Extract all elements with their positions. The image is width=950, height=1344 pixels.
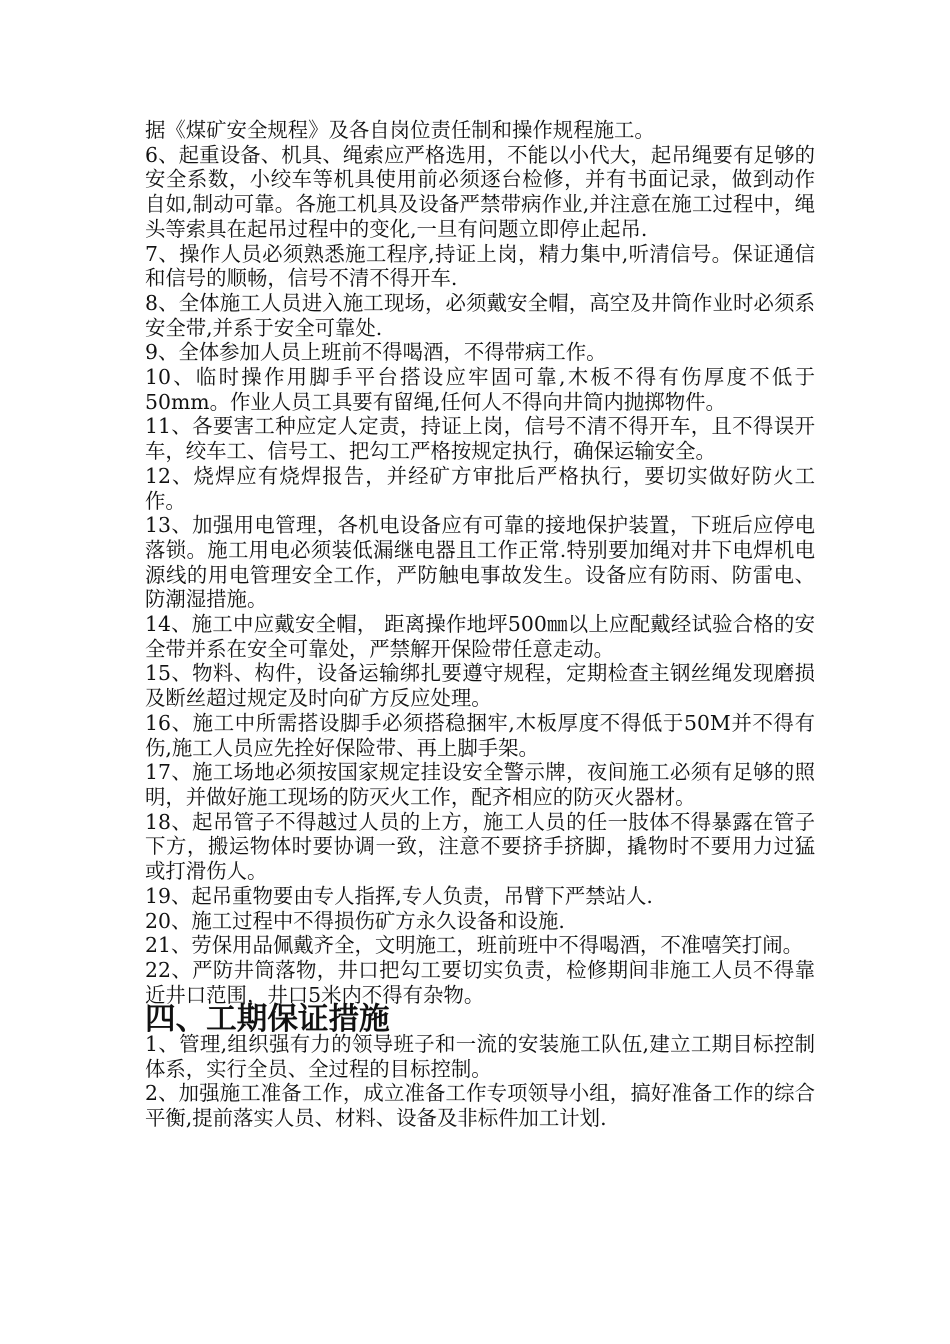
paragraph-item-18: 18、起吊管子不得越过人员的上方，施工人员的任一肢体不得暴露在管子下方，搬运物体时要协调一致，注意不要挤手挤脚，撬物时不要用力过猛或打滑伤人。 — [145, 809, 815, 884]
paragraph-schedule-1: 1、管理,组织强有力的领导班子和一流的安装施工队伍,建立工期目标控制体系，实行全员、全过程的目标控制。 — [145, 1032, 815, 1081]
paragraph-item-21: 21、劳保用品佩戴齐全，文明施工，班前班中不得喝酒，不准嘻笑打闹。 — [145, 933, 804, 958]
paragraph-intro: 据《煤矿安全规程》及各自岗位责任制和操作规程施工。 — [145, 118, 655, 142]
paragraph-item-9: 9、全体参加人员上班前不得喝酒，不得带病工作。 — [145, 340, 607, 365]
paragraph-item-7: 7、操作人员必须熟悉施工程序,持证上岗，精力集中,听清信号。保证通信和信号的顺畅，信号不清不得开车. — [145, 241, 815, 291]
paragraph-item-15: 15、物料、构件，设备运输绑扎要遵守规程，定期检查主钢丝绳发现磨损及断丝超过规定及时向矿方反应处理。 — [145, 661, 815, 711]
paragraph-item-12: 12、烧焊应有烧焊报告，并经矿方审批后严格执行，要切实做好防火工作。 — [145, 463, 815, 513]
paragraph-item-19: 19、起吊重物要由专人指挥,专人负责，吊臂下严禁站人. — [145, 883, 653, 908]
paragraph-item-8: 8、全体施工人员进入施工现场，必须戴安全帽，高空及井筒作业时必须系安全带,并系于安全可靠处. — [145, 290, 815, 340]
paragraph-item-17: 17、施工场地必须按国家规定挂设安全警示牌，夜间施工必须有足够的照明，并做好施工现场的防灭火工作，配齐相应的防灭火器材。 — [145, 760, 815, 809]
paragraph-item-20: 20、施工过程中不得损伤矿方永久设备和设施. — [145, 908, 565, 933]
paragraph-item-10: 10、临时操作用脚手平台搭设应牢固可靠,木板不得有伤厚度不低于50mm。作业人员工具要有留绳,任何人不得向井筒内抛掷物件。 — [145, 365, 815, 414]
section-heading: 四、工期保证措施 — [145, 1001, 390, 1038]
paragraph-item-13: 13、加强用电管理，各机电设备应有可靠的接地保护装置，下班后应停电落锁。施工用电必须装低漏继电器且工作正常.特别要加绳对井下电焊机电源线的用电管理安全工作，严防触电事故发生。设备应有防雨、防雷电、防潮湿措施。 — [145, 513, 815, 612]
paragraph-item-11: 11、各要害工种应定人定责，持证上岗，信号不清不得开车，且不得误开车，绞车工、信号工、把勾工严格按规定执行，确保运输安全。 — [145, 414, 815, 464]
document-page — [145, 118, 815, 1131]
paragraph-item-22: 22、严防井筒落物，井口把勾工要切实负责，检修期间非施工人员不得靠近井口范围，井口5米内不得有杂物。 — [145, 957, 815, 1007]
paragraph-item-14: 14、施工中应戴安全帽， 距离操作地坪500㎜以上应配戴经试验合格的安全带并系在安全可靠处，严禁解开保险带任意走动。 — [145, 612, 815, 661]
paragraph-item-6: 6、起重设备、机具、绳索应严格选用，不能以小代大，起吊绳要有足够的安全系数，小绞车等机具使用前必须逐台检修，并有书面记录，做到动作自如,制动可靠。各施工机具及设备严禁带病作业,并注意在施工过程中，绳头等索具在起吊过程中的变化,一旦有问题立即停止起吊. — [145, 142, 815, 241]
paragraph-schedule-2: 2、加强施工准备工作，成立准备工作专项领导小组，搞好准备工作的综合平衡,提前落实人员、材料、设备及非标件加工计划. — [145, 1081, 815, 1131]
paragraph-item-16: 16、施工中所需搭设脚手必须搭稳捆牢,木板厚度不得低于50M并不得有伤,施工人员应先拴好保险带、再上脚手架。 — [145, 710, 815, 760]
